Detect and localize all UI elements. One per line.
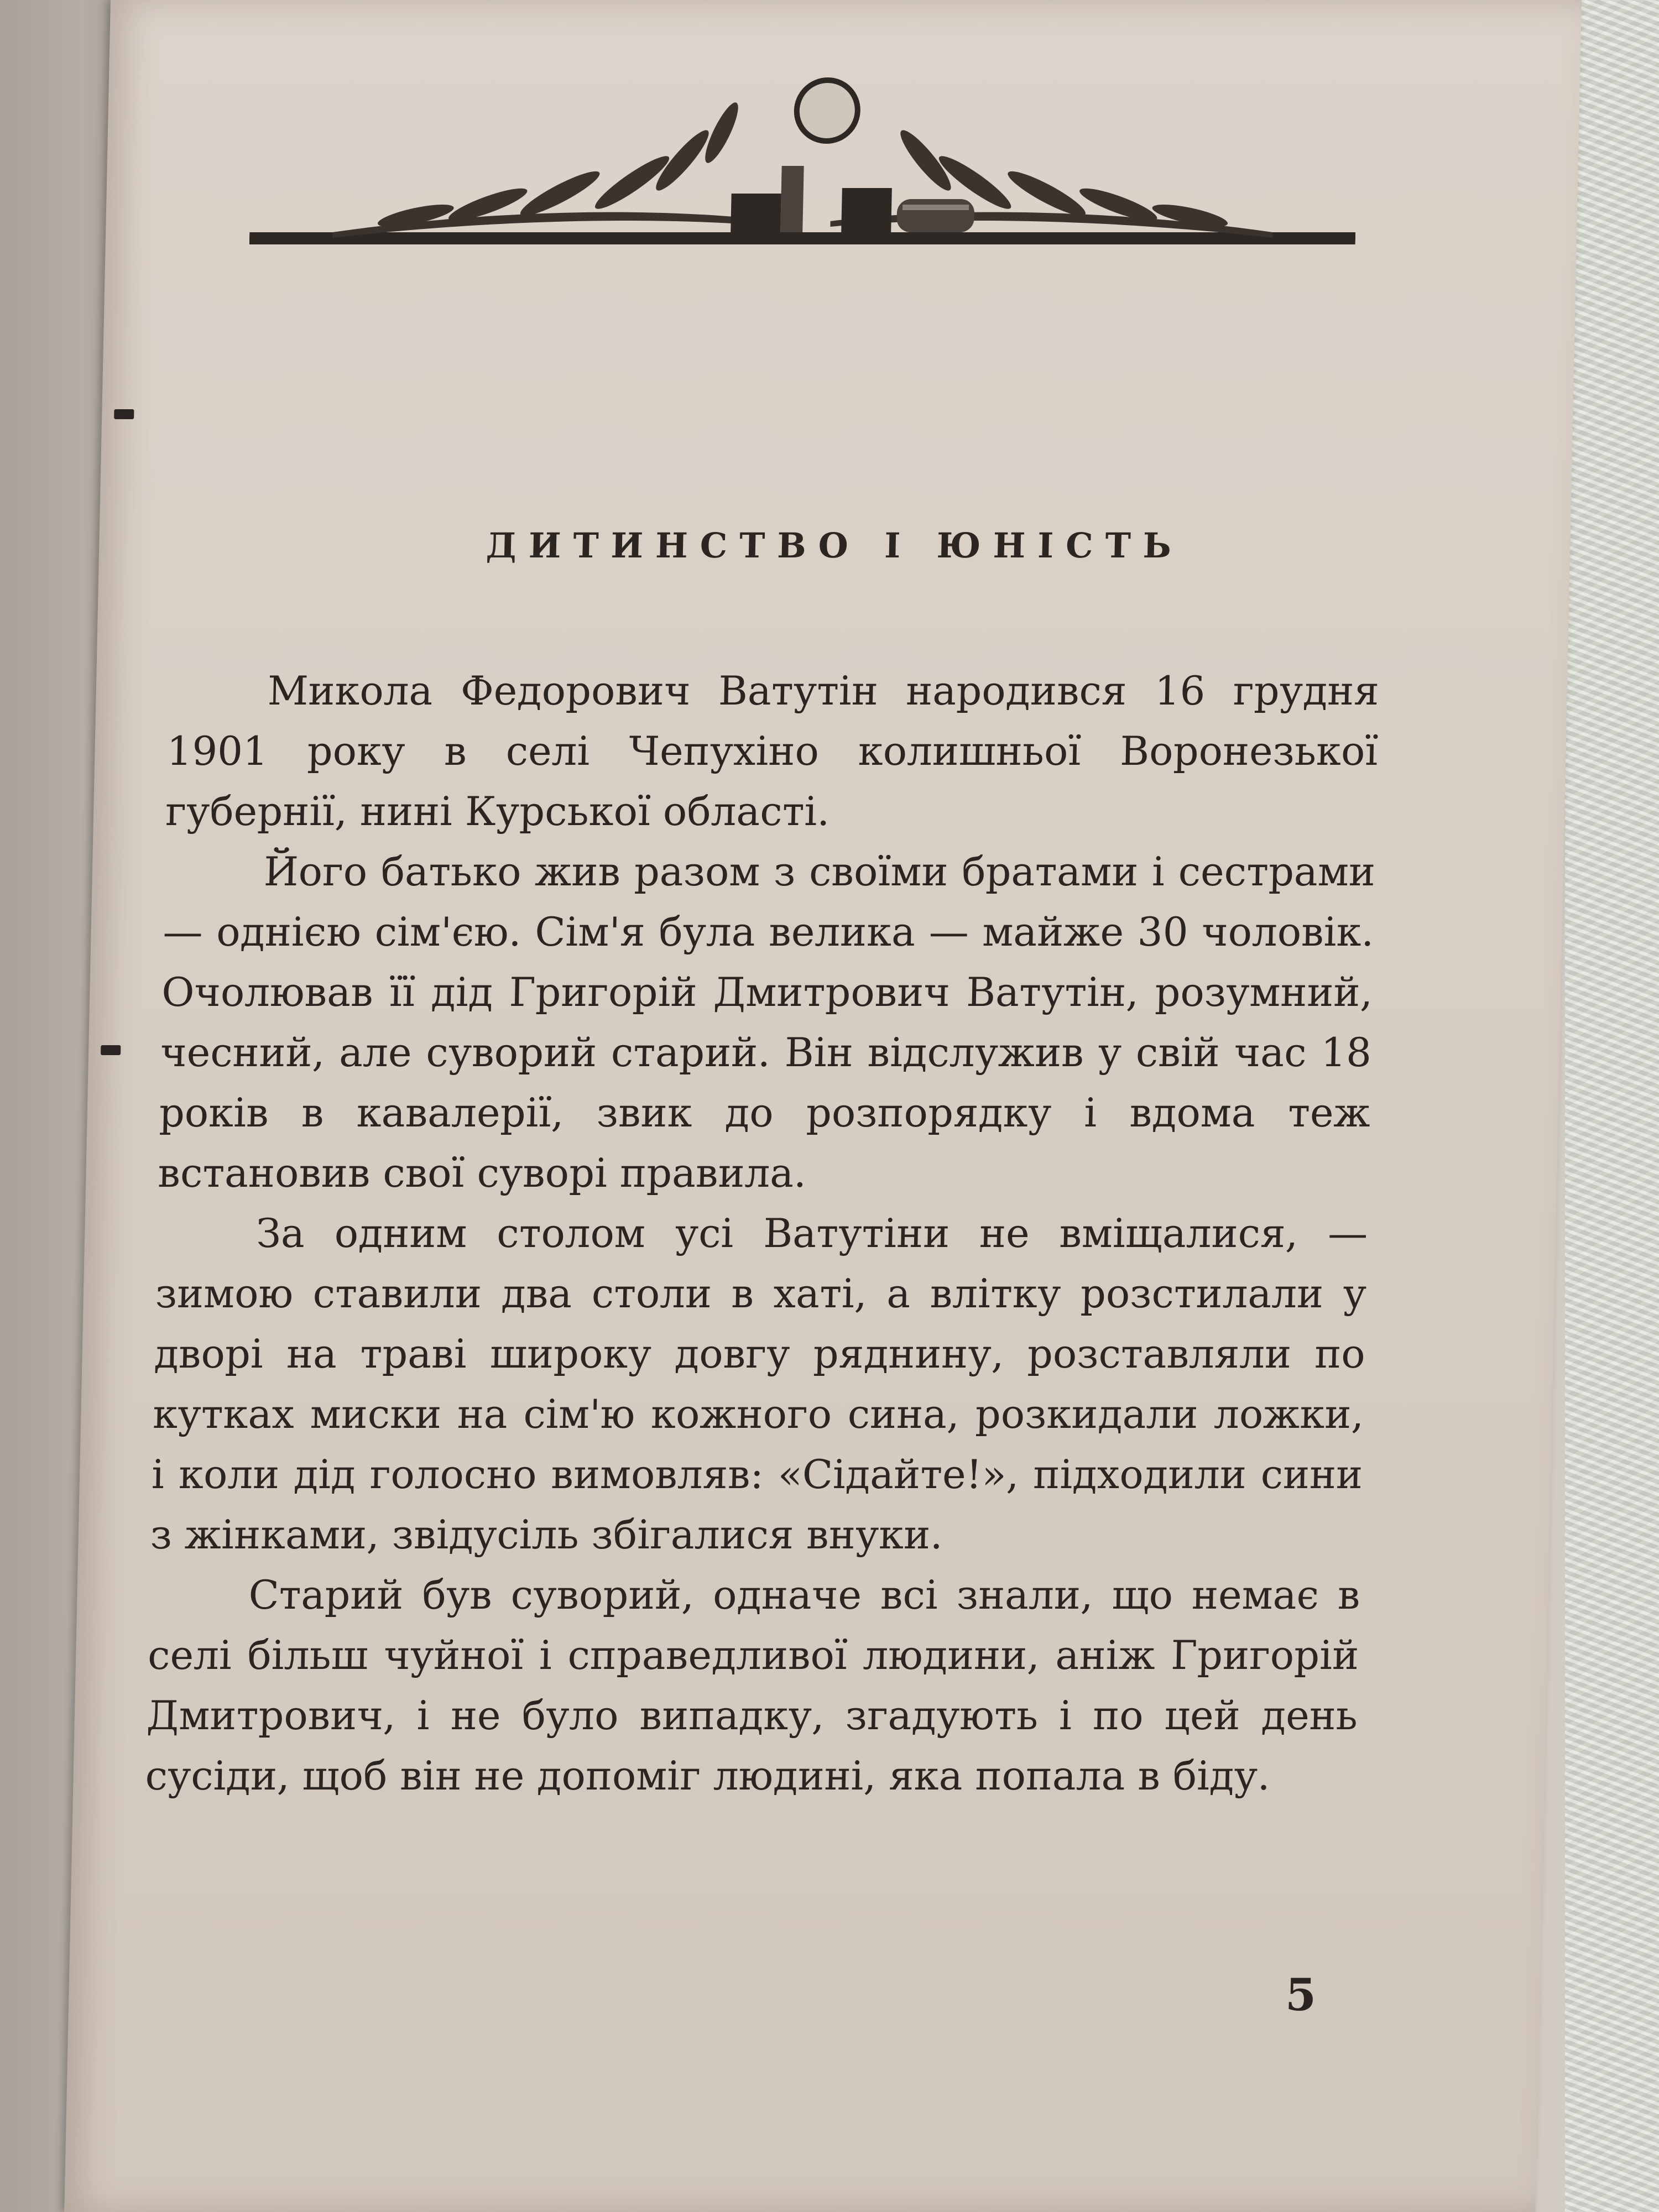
paragraph: За одним столом усі Ватутіни не вміщалися, — зимою ставили два столи в хаті, а влітку розстилали у дворі на траві широку довгу ряднину, розставляли по кутках миски на сім'ю кожного сина, розкидали ложки, і коли дід голосно вимовляв: «Сідайте!», підходили сини з жінками, звідусіль збігалися внуки. — [149, 1210, 1369, 1558]
laurel-ornament — [248, 66, 1359, 288]
paragraph: Його батько жив разом з своїми братами і сестрами — однією сім'єю. Сім'я була велика — майже 30 чоловік. Очолював її дід Григорій Дмитрович Ватутін, розумний, чесний, але суворий старий. Він відслужив у свій час 18 років в кавалерії, звик до розпорядку і вдома теж встановив свої суворі правила. — [157, 848, 1376, 1196]
book-page — [64, 0, 1582, 2212]
paragraph: Старий був суворий, одначе всі знали, що немає в селі більш чуйної і справедливої людини, аніж Григорій Дмитрович, і не було випадку, згадують і по цей день сусіди, щоб він не допоміг людині, яка попала в біду. — [144, 1572, 1361, 1799]
paragraph: Микола Федорович Ватутін народився 16 грудня 1901 року в селі Чепухіно колишньої Воронезької губернії, нині Курської області. — [165, 667, 1380, 834]
binding-stitch — [114, 409, 134, 419]
ornament-base-line — [249, 232, 1355, 244]
body-text — [145, 661, 1380, 1806]
binding-stitch — [101, 1045, 121, 1055]
laurel-right-branch — [830, 125, 1275, 238]
fabric-background — [1565, 0, 1659, 2212]
page-number: 5 — [1285, 1969, 1317, 2021]
chapter-heading: ДИТИНСТВО І ЮНІСТЬ — [486, 525, 1184, 566]
laurel-left-branch — [332, 99, 778, 238]
books-and-inkwell — [731, 80, 977, 232]
